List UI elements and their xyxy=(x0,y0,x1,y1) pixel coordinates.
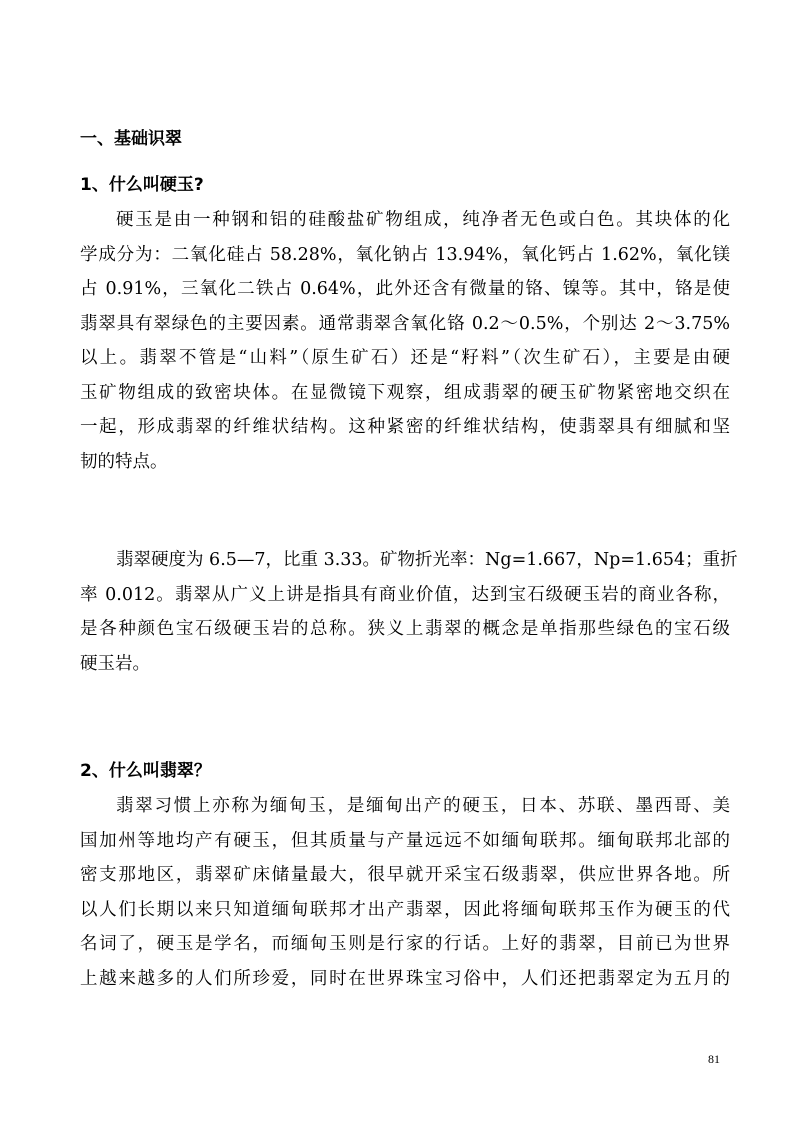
text-line: 国加州等地均产有硬玉，但其质量与产量远远不如缅甸联邦。缅甸联邦北部的 xyxy=(80,830,730,851)
text-line: 硬玉是由一种钢和铝的硅酸盐矿物组成，纯净者无色或白色。其块体的化 xyxy=(116,210,730,230)
text-line: 以人们长期以来只知道缅甸联邦才出产翡翠，因此将缅甸联邦玉作为硬玉的代 xyxy=(80,899,730,920)
question-1-heading: 1、什么叫硬玉? xyxy=(80,175,204,195)
text-line: 是各种颜色宝石级硬玉岩的总称。狭义上翡翠的概念是单指那些绿色的宝石级 xyxy=(80,619,730,639)
text-line: 硬玉岩。 xyxy=(80,653,150,674)
text-line: 玉矿物组成的致密块体。在显微镜下观察，组成翡翠的硬玉矿物紧密地交织在 xyxy=(80,382,730,403)
page-number: 81 xyxy=(708,1052,720,1066)
question-2-heading: 2、什么叫翡翠？ xyxy=(80,761,211,781)
question-1-paragraph-1 xyxy=(80,203,730,479)
text-line: 密支那地区，翡翠矿床储量最大，很早就开采宝石级翡翠，供应世界各地。所 xyxy=(80,865,730,885)
text-line: 率 0.012。翡翠从广义上讲是指具有商业价值，达到宝石级硬玉岩的商业各称， xyxy=(80,584,730,605)
question-1-paragraph-2 xyxy=(80,543,738,681)
text-line: 翡翠硬度为 6.5—7，比重 3.33。矿物折光率：Ng=1.667，Np=1.654；重折 xyxy=(116,550,738,570)
text-line: 学成分为：二氧化硅占 58.28%，氧化钠占 13.94%，氧化钙占 1.62%，氧化镁 xyxy=(80,244,730,265)
text-line: 名词了，硬玉是学名，而缅甸玉则是行家的行话。上好的翡翠，目前已为世界 xyxy=(80,934,730,954)
text-line: 韧的特点。 xyxy=(80,451,168,472)
text-line: 翡翠具有翠绿色的主要因素。通常翡翠含氧化铬 0.2～0.5%，个别达 2～3.75% xyxy=(80,313,730,334)
text-line: 一起，形成翡翠的纤维状结构。这种紧密的纤维状结构，使翡翠具有细腻和坚 xyxy=(80,417,730,437)
section-heading: 一、基础识翠 xyxy=(80,129,182,149)
text-line: 翡翠习惯上亦称为缅甸玉，是缅甸出产的硬玉，日本、苏联、墨西哥、美 xyxy=(116,796,730,816)
text-line: 上越来越多的人们所珍爱，同时在世界珠宝习俗中，人们还把翡翠定为五月的 xyxy=(80,968,730,989)
text-line: 以上。翡翠不管是“山料”（原生矿石）还是“籽料”（次生矿石），主要是由硬 xyxy=(80,348,730,368)
text-line: 占 0.91%，三氧化二铁占 0.64%，此外还含有微量的铬、镍等。其中，铬是使 xyxy=(80,279,730,299)
question-2-paragraph-1 xyxy=(80,789,730,996)
